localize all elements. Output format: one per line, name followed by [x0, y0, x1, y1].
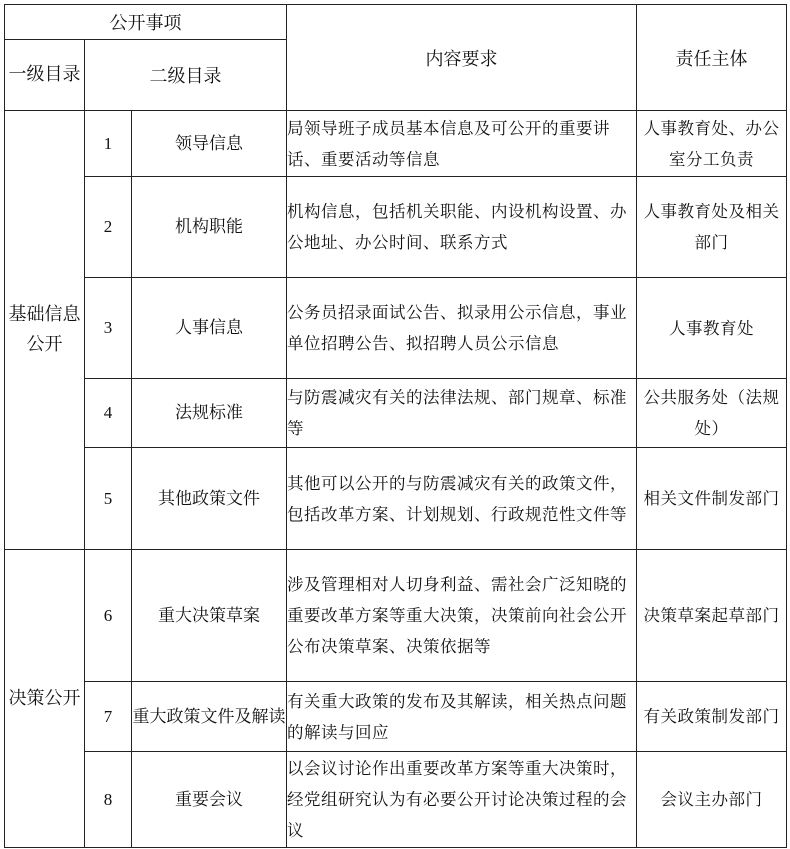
- table-row: [5, 682, 787, 752]
- disclosure-table: [4, 4, 787, 848]
- item-name: 领导信息: [132, 111, 287, 177]
- item-name: 人事信息: [132, 278, 287, 379]
- row-number: 1: [85, 111, 132, 177]
- header-public-items: 公开事项: [5, 5, 287, 40]
- item-name: 法规标准: [132, 379, 287, 448]
- header-responsible: 责任主体: [637, 5, 787, 111]
- item-responsible: 公共服务处（法规处）: [637, 379, 787, 448]
- item-requirement: 以会议讨论作出重要改革方案等重大决策时，经党组研究认为有必要公开讨论决策过程的会议: [287, 752, 637, 848]
- item-responsible: 决策草案起草部门: [637, 550, 787, 682]
- row-number: 5: [85, 448, 132, 550]
- header-requirements: 内容要求: [287, 5, 637, 111]
- item-requirement: 公务员招录面试公告、拟录用公示信息，事业单位招聘公告、拟招聘人员公示信息: [287, 278, 637, 379]
- item-name: 重大决策草案: [132, 550, 287, 682]
- item-responsible: 人事教育处及相关部门: [637, 177, 787, 278]
- table-row: [5, 111, 787, 177]
- row-number: 4: [85, 379, 132, 448]
- item-responsible: 会议主办部门: [637, 752, 787, 848]
- row-number: 2: [85, 177, 132, 278]
- table-row: [5, 550, 787, 682]
- table-row: [5, 379, 787, 448]
- item-requirement: 有关重大政策的发布及其解读，相关热点问题的解读与回应: [287, 682, 637, 752]
- header-level2: 二级目录: [85, 40, 287, 111]
- item-responsible: 人事教育处、办公室分工负责: [637, 111, 787, 177]
- item-requirement: 与防震减灾有关的法律法规、部门规章、标准等: [287, 379, 637, 448]
- header-level1: 一级目录: [5, 40, 85, 111]
- item-name: 机构职能: [132, 177, 287, 278]
- row-number: 7: [85, 682, 132, 752]
- item-requirement: 机构信息，包括机关职能、内设机构设置、办公地址、办公时间、联系方式: [287, 177, 637, 278]
- category-decision: 决策公开: [5, 550, 85, 848]
- table-row: [5, 177, 787, 278]
- category-basic-info: 基础信息公开: [5, 111, 85, 550]
- header-row-1: [5, 5, 787, 40]
- item-requirement: 涉及管理相对人切身利益、需社会广泛知晓的重要改革方案等重大决策，决策前向社会公开公布决策草案、决策依据等: [287, 550, 637, 682]
- table-row: [5, 448, 787, 550]
- item-responsible: 有关政策制发部门: [637, 682, 787, 752]
- item-name: 重要会议: [132, 752, 287, 848]
- item-name: 重大政策文件及解读: [132, 682, 287, 752]
- item-name: 其他政策文件: [132, 448, 287, 550]
- item-responsible: 相关文件制发部门: [637, 448, 787, 550]
- table-row: [5, 278, 787, 379]
- table-row: [5, 752, 787, 848]
- row-number: 8: [85, 752, 132, 848]
- item-requirement: 局领导班子成员基本信息及可公开的重要讲话、重要活动等信息: [287, 111, 637, 177]
- item-requirement: 其他可以公开的与防震减灾有关的政策文件，包括改革方案、计划规划、行政规范性文件等: [287, 448, 637, 550]
- row-number: 3: [85, 278, 132, 379]
- item-responsible: 人事教育处: [637, 278, 787, 379]
- row-number: 6: [85, 550, 132, 682]
